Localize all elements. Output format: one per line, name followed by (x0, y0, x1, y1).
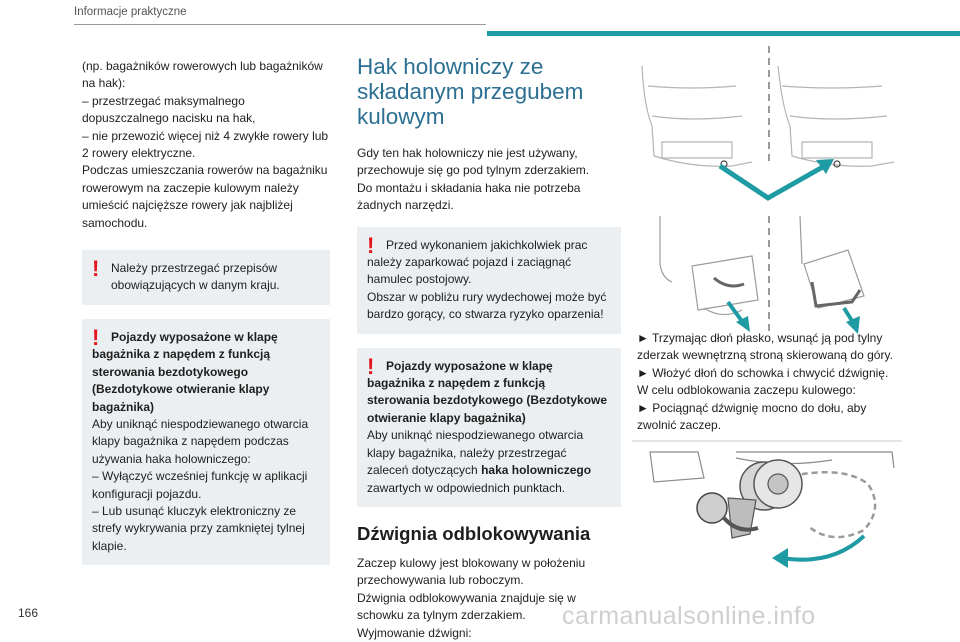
arrow-head-icon (772, 548, 788, 568)
bumper-lever-illustration (632, 46, 902, 336)
left-column (82, 58, 330, 565)
warning-box-hands-free-tailgate (82, 319, 330, 565)
release-lever-text-2: Dźwignia odblokowywania znajduje się w schowku za tylnym zderzakiem. (357, 590, 576, 623)
arrow-icon (782, 536, 864, 560)
warning-text: Przed wykonaniem jakichkolwiek prac należy zaparkować pojazd i zaciągnąć hamulec postojowy. (367, 237, 588, 287)
release-lever-text-3: Wyjmowanie dźwigni: (357, 625, 472, 640)
towbar-ball-illustration (632, 438, 902, 572)
warning-box-regulations (82, 250, 330, 305)
subsection-title: Dźwignia odblokowywania (357, 522, 591, 544)
warning-text: Aby uniknąć niespodziewanego otwarcia klapy bagażnika z napędem podczas używania haka holowniczego: (92, 416, 309, 466)
arrow-icon (720, 164, 828, 198)
warning-text: Aby uniknąć niespodziewanego otwarcia klapy bagażnika, należy przestrzegać zaleceń dotyczących haka holowniczego zawartych w odpowiednich punktach. (367, 428, 592, 495)
warning-item: – Lub usunąć kluczyk elektroniczny ze strefy wykrywania przy zamkniętej tylnej klapie. (92, 503, 305, 553)
watermark: carmanualsonline.info (562, 602, 816, 630)
towbar-intro-tools: Do montażu i składania haka nie potrzeba żadnych narzędzi. (357, 180, 581, 213)
step-2: ► Włożyć dłoń do schowka i chwycić dźwignię. (637, 365, 889, 380)
warning-title: Pojazdy wyposażone w klapę bagażnika z napędem z funkcją sterowania bezdotykowego (Bezdotykowe otwieranie klapy bagażnika) (367, 358, 608, 425)
warning-icon: ! (92, 256, 100, 282)
tow-ball (697, 493, 727, 523)
warning-icon: ! (92, 324, 100, 350)
unlock-intro: W celu odblokowania zaczepu kulowego: (637, 383, 856, 398)
middle-column (357, 54, 621, 642)
step-1: ► Trzymając dłoń płasko, wsunąć ją pod tylny zderzak wewnętrzną stroną skierowaną do góry. (637, 331, 893, 363)
header-rule (74, 24, 486, 25)
bike-rack-intro: (np. bagażników rowerowych lub bagażników na hak): (82, 59, 323, 91)
towbar-intro: Gdy ten hak holowniczy nie jest używany, przechowuje się go pod tylnym zderzakiem. (357, 146, 590, 178)
warning-title: Pojazdy wyposażone w klapę bagażnika z napędem z funkcją sterowania bezdotykowego (Bezdotykowe otwieranie klapy bagażnika) (92, 329, 278, 414)
page-number: 166 (18, 606, 39, 620)
bike-rack-note: Podczas umieszczania rowerów na bagażniku rowerowym na zaczepie kulowym należy umieścić najcięższe rowery jak najbliżej samochodu. (82, 163, 328, 230)
warning-box-hands-free-tailgate (357, 348, 621, 507)
right-column (637, 330, 901, 434)
running-header: Informacje praktyczne (74, 6, 187, 18)
bike-rack-item-2: – nie przewozić więcej niż 4 zwykłe rowery lub 2 rowery elektryczne. (82, 128, 329, 161)
release-lever-text-1: Zaczep kulowy jest blokowany w położeniu przechowywania lub roboczym. (357, 555, 586, 588)
section-title: Hak holowniczy ze składanym przegubem kulowym (357, 54, 584, 129)
warning-text-exhaust: Obszar w pobliżu rury wydechowej może być bardzo gorący, co stwarza ryzyko oparzenia! (367, 289, 607, 322)
warning-box-parking (357, 227, 621, 334)
header-accent-bar (487, 31, 960, 36)
step-3: ► Pociągnąć dźwignię mocno do dołu, aby zwolnić zaczep. (637, 400, 867, 433)
bike-rack-item-1: – przestrzegać maksymalnego dopuszczalnego nacisku na hak, (82, 93, 256, 126)
warning-icon: ! (367, 232, 375, 258)
warning-icon: ! (367, 353, 375, 379)
warning-item: – Wyłączyć wcześniej funkcję w aplikacji konfiguracji pojazdu. (92, 469, 308, 501)
lever-position-marker (834, 161, 840, 167)
warning-text: Należy przestrzegać przepisów obowiązujących w danym kraju. (111, 261, 280, 293)
